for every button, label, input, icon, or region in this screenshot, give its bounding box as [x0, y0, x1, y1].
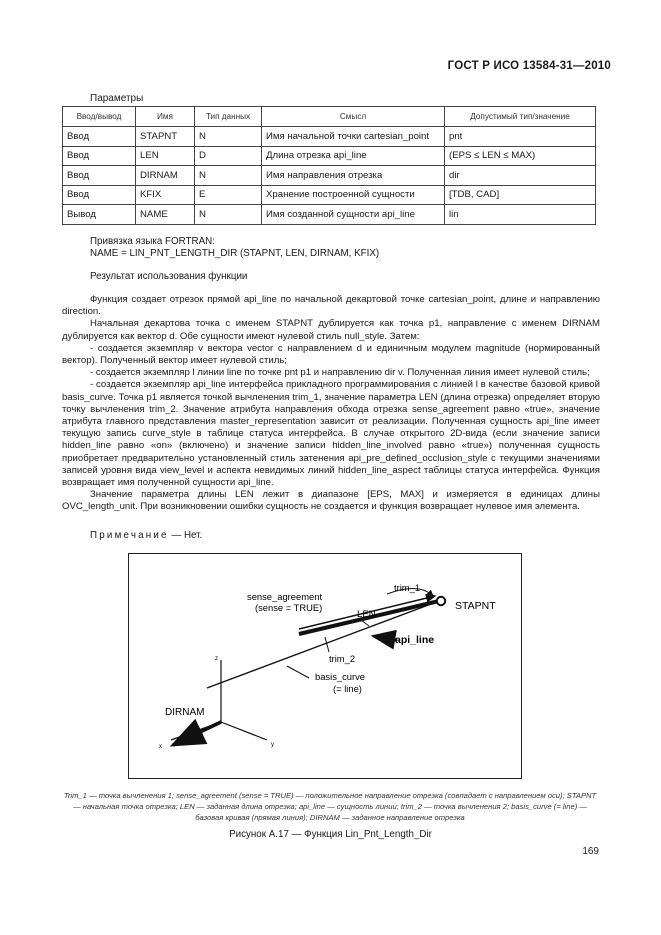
table-cell: LEN [136, 146, 195, 166]
dirnam-arrow [173, 722, 221, 745]
figure-diagram [129, 554, 521, 778]
table-cell: DIRNAM [136, 166, 195, 186]
table-cell: N [195, 166, 262, 186]
table-cell: Вывод [63, 205, 136, 225]
paragraph: Функция создает отрезок прямой api_line по начальной декартовой точке cartesian_point, длине и направлению direction. [62, 294, 600, 318]
paragraph: Начальная декартова точка с именем STAPNT дублируется как точка p1, направление с именем DIRNAM дублируется как вектор d. Обе сущности имеют нулевой стиль null_style. Затем: [62, 318, 600, 342]
label-trim-2: trim_2 [329, 653, 356, 664]
col-header-io: Ввод/вывод [63, 107, 136, 127]
paragraph: - создается экземпляр l линии line по точке pnt p1 и направлению dir v. Полученная линия имеет нулевой стиль; [90, 367, 590, 379]
table-header-row [63, 107, 596, 127]
len-pointer [361, 620, 369, 626]
standard-header: ГОСТ Р ИСО 13584-31—2010 [447, 60, 611, 72]
table-row [63, 185, 596, 205]
note [90, 530, 202, 541]
table-row [63, 205, 596, 225]
figure-caption: Trim_1 — точка вычленения 1; sense_agreement (sense = TRUE) — положительное направление отрезка (совпадает с направлением оси); STAPNT — начальная точка отрезка; LEN — заданная длина отрезка; api_line — сущность линии; trim_2 — точка вычленения 2; basis_curve (= line) — базовая кривая (прямая линия); DIRNAM — заданное направление отрезка [63, 791, 597, 822]
label-dirnam: DIRNAM [165, 707, 205, 718]
table-cell: Имя созданной сущности api_line [262, 205, 445, 225]
table-cell: Ввод [63, 166, 136, 186]
col-header-meaning: Смысл [262, 107, 445, 127]
table-cell: KFIX [136, 185, 195, 205]
fortran-binding-label: Привязка языка FORTRAN: [90, 236, 215, 247]
note-label: Примечание [90, 530, 169, 541]
table-cell: Ввод [63, 146, 136, 166]
table-cell: N [195, 205, 262, 225]
paragraph: Значение параметра длины LEN лежит в диапазоне [EPS, MAX] и измеряется в единицах длины OVC_length_unit. При возникновении ошибки сущность не создается и функция возвращает нулевое имя элемента. [62, 489, 600, 513]
table-cell: dir [445, 166, 596, 186]
table-cell: D [195, 146, 262, 166]
api-line-arrow [373, 636, 397, 640]
figure-frame [128, 553, 522, 779]
paragraph: - создается экземпляр v вектора vector с направлением d и единичным модулем magnitude (нормированный вектор). Полученный вектор имеет нулевой стиль; [62, 342, 600, 367]
paragraph: - создается экземпляр api_line интерфейса прикладного программирования с линией l в качестве базовой кривой basis_curve. Точка p1 является точкой вычленения trim_1, значение параметра LEN (длина отрезка) определяет вторую точку вычленения trim_2. Значение атрибута направления обхода отрезка sense_agreement равно «true», значение атрибута главного представления master_representation зависит от реализации. Полученная сущность api_line имеет текущую запись curve_style в таблице статуса интерфейса. В случае открытого 2D-вида (если значение записи hidden_line равно «on» (включено) и значение записи hidden_line_involved равно «true») полученная сущность приобретает предварительно установленный стиль затенения api_pre_defined_occlusion_style с текущими значениями записей уровня вида view_level и аспекта невидимых линий hidden_line_aspect таблицы статуса интерфейса. Функция возвращает имя полученной сущности api_line. [62, 379, 600, 489]
table-row [63, 166, 596, 186]
result-label: Результат использования функции [90, 271, 248, 282]
col-header-type: Тип данных [195, 107, 262, 127]
table-row [63, 127, 596, 147]
table-row [63, 146, 596, 166]
label-stapnt: STAPNT [455, 600, 496, 612]
label-axis-z: z [215, 656, 218, 662]
table-cell: N [195, 127, 262, 147]
table-cell: E [195, 185, 262, 205]
label-basis-value: (= line) [333, 683, 362, 694]
params-label: Параметры [90, 93, 144, 104]
note-text: — Нет. [168, 530, 203, 541]
fortran-binding-code: NAME = LIN_PNT_LENGTH_DIR (STAPNT, LEN, DIRNAM, KFIX) [90, 248, 380, 259]
col-header-name: Имя [136, 107, 195, 127]
label-sense-value: (sense = TRUE) [255, 602, 323, 613]
table-cell: Имя начальной точки cartesian_point [262, 127, 445, 147]
trim2-pointer [325, 637, 329, 652]
page-number: 169 [582, 846, 599, 857]
table-cell: NAME [136, 205, 195, 225]
table-cell: (EPS ≤ LEN ≤ MAX) [445, 146, 596, 166]
label-sense-agreement: sense_agreement [247, 591, 323, 602]
table-cell: Длина отрезка api_line [262, 146, 445, 166]
label-axis-x: x [159, 744, 162, 750]
basis-pointer [287, 666, 309, 678]
col-header-allowed: Допустимый тип/значение [445, 107, 596, 127]
label-trim-1: trim_1 [394, 582, 421, 593]
parameters-table [62, 106, 596, 225]
fortran-binding [90, 236, 379, 260]
table-cell: pnt [445, 127, 596, 147]
table-cell: Имя направления отрезка [262, 166, 445, 186]
table-cell: Хранение построенной сущности [262, 185, 445, 205]
label-axis-y: y [271, 742, 274, 748]
figure-title: Рисунок А.17 — Функция Lin_Pnt_Length_Dir [229, 829, 432, 840]
table-cell: Ввод [63, 127, 136, 147]
stapnt-point [437, 597, 445, 605]
table-cell: [TDB, CAD] [445, 185, 596, 205]
table-cell: Ввод [63, 185, 136, 205]
label-api-line: api_line [395, 634, 435, 646]
description-body [62, 294, 600, 514]
table-cell: lin [445, 205, 596, 225]
label-basis-curve: basis_curve [315, 671, 366, 682]
label-len: LEN [357, 609, 376, 620]
table-cell: STAPNT [136, 127, 195, 147]
axis-y-line [221, 722, 267, 740]
